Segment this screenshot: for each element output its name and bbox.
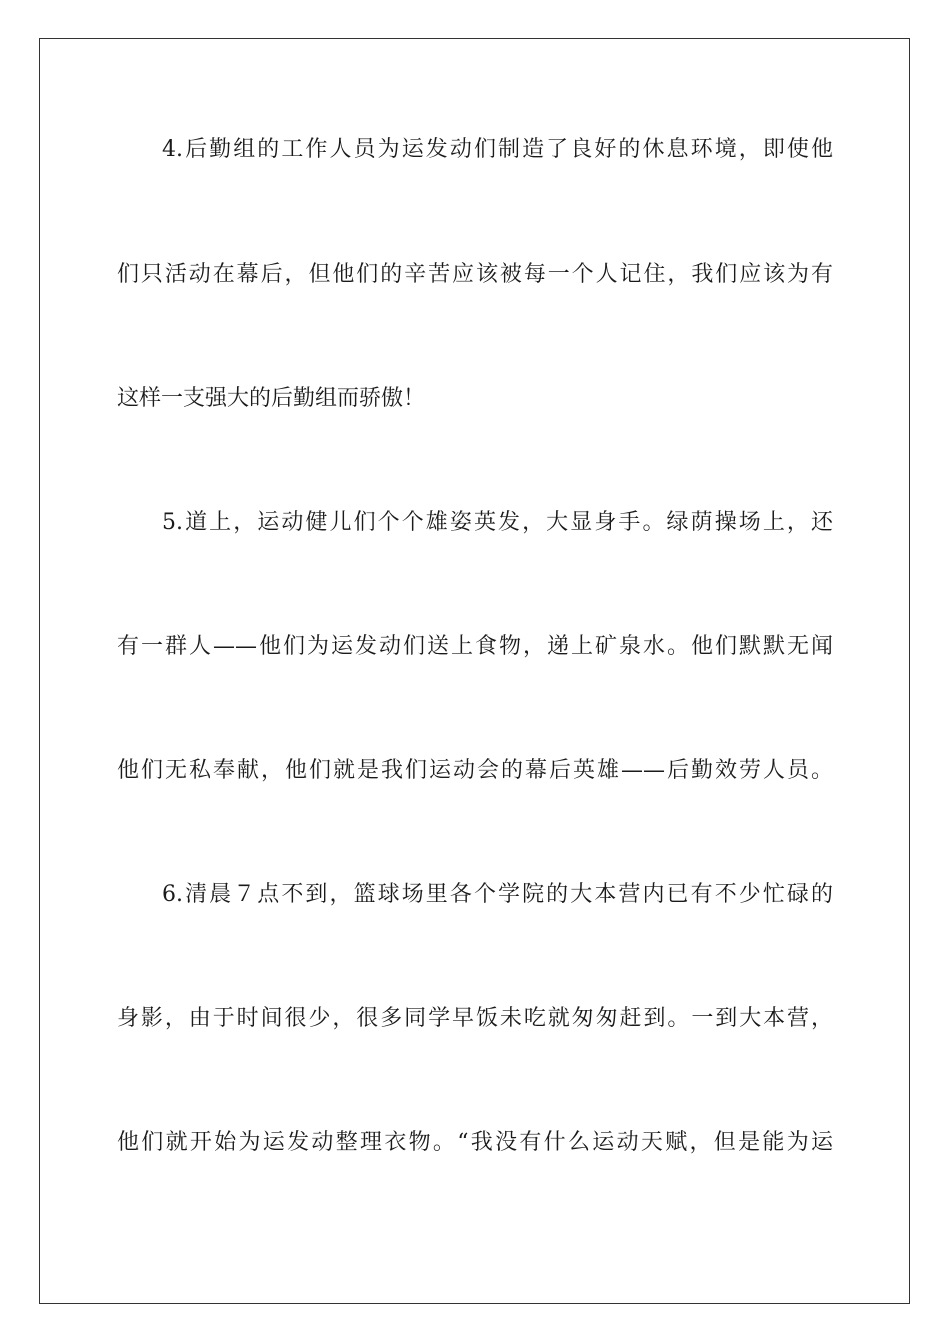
paragraph-6-line-2: 身影，由于时间很少，很多同学早饭未吃就匆匆赶到。一到大本营， [117,1006,833,1031]
paragraph-6-line-1: 6.清晨７点不到，篮球场里各个学院的大本营内已有不少忙碌的 [162,882,833,907]
paragraph-5-line-1: 5.道上，运动健儿们个个雄姿英发，大显身手。绿荫操场上，还 [162,510,833,535]
page-frame [39,38,910,1304]
paragraph-5-line-3: 他们无私奉献，他们就是我们运动会的幕后英雄——后勤效劳人员。 [117,758,833,783]
paragraph-4-line-1: 4.后勤组的工作人员为运发动们制造了良好的休息环境，即使他 [162,137,833,162]
paragraph-4-line-3: 这样一支强大的后勤组而骄傲！ [117,386,426,411]
paragraph-5-line-2: 有一群人——他们为运发动们送上食物，递上矿泉水。他们默默无闻 [117,634,833,659]
paragraph-4-line-2: 们只活动在幕后，但他们的辛苦应该被每一个人记住，我们应该为有 [117,262,833,287]
paragraph-6-line-3: 他们就开始为运发动整理衣物。“我没有什么运动天赋，但是能为运 [117,1130,833,1155]
